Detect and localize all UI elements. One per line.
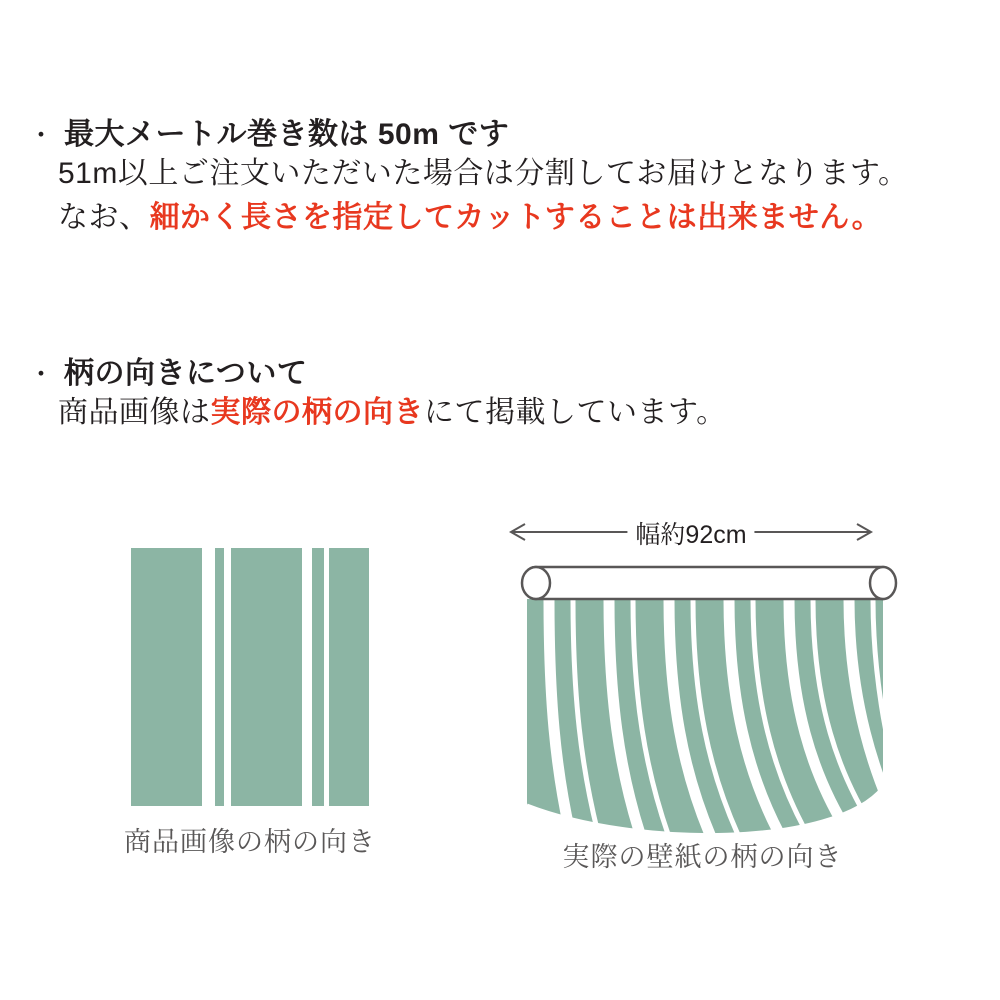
max-meter-note-emphasis: 細かく長さを指定してカットすることは出来ません。 bbox=[149, 201, 883, 234]
roll-width-label: 幅約92cm bbox=[627, 515, 754, 551]
max-meter-note-line-2 bbox=[28, 196, 908, 240]
actual-wallpaper-roll-caption: 実際の壁紙の柄の向き bbox=[562, 842, 843, 872]
product-image-swatch-caption: 商品画像の柄の向き bbox=[124, 827, 376, 857]
roll-illustration bbox=[505, 547, 900, 837]
pattern-direction-heading-row bbox=[28, 357, 727, 391]
bullet-icon: ・ bbox=[28, 359, 55, 389]
actual-wallpaper-roll bbox=[505, 505, 900, 835]
max-meter-note-lead: なお、 bbox=[58, 201, 150, 234]
max-meter-heading-suffix: です bbox=[448, 118, 510, 151]
roll-tube-end bbox=[522, 567, 550, 599]
pattern-direction-note-lead: 商品画像は bbox=[58, 396, 211, 429]
roll-tube-end bbox=[870, 567, 896, 599]
max-meter-heading bbox=[64, 118, 509, 152]
pattern-direction-note-emphasis: 実際の柄の向き bbox=[210, 396, 424, 429]
pattern-direction-note bbox=[28, 391, 727, 435]
pattern-direction-section bbox=[28, 357, 727, 435]
swatch-stripe bbox=[302, 548, 312, 806]
roll-tube bbox=[525, 567, 893, 599]
product-image-swatch bbox=[131, 548, 369, 806]
pattern-direction-heading: 柄の向きについて bbox=[64, 357, 308, 390]
actual-wallpaper-roll-figure bbox=[505, 505, 900, 874]
pattern-direction-note-tail: にて掲載しています。 bbox=[424, 396, 727, 429]
swatch-stripe bbox=[202, 548, 215, 806]
swatch-stripe bbox=[224, 548, 231, 806]
max-meter-note-line-1: 51m以上ご注文いただいた場合は分割してお届けとなります。 bbox=[58, 157, 909, 190]
roll-width-dimension bbox=[505, 517, 877, 547]
max-meter-section bbox=[28, 118, 908, 240]
product-image-swatch-figure bbox=[100, 548, 400, 859]
bullet-icon: ・ bbox=[28, 120, 55, 150]
max-meter-heading-prefix: 最大メートル巻き数は bbox=[64, 118, 370, 151]
max-meter-heading-value: 50m bbox=[377, 118, 440, 151]
max-meter-heading-row bbox=[28, 118, 908, 152]
swatch-stripe bbox=[324, 548, 329, 806]
